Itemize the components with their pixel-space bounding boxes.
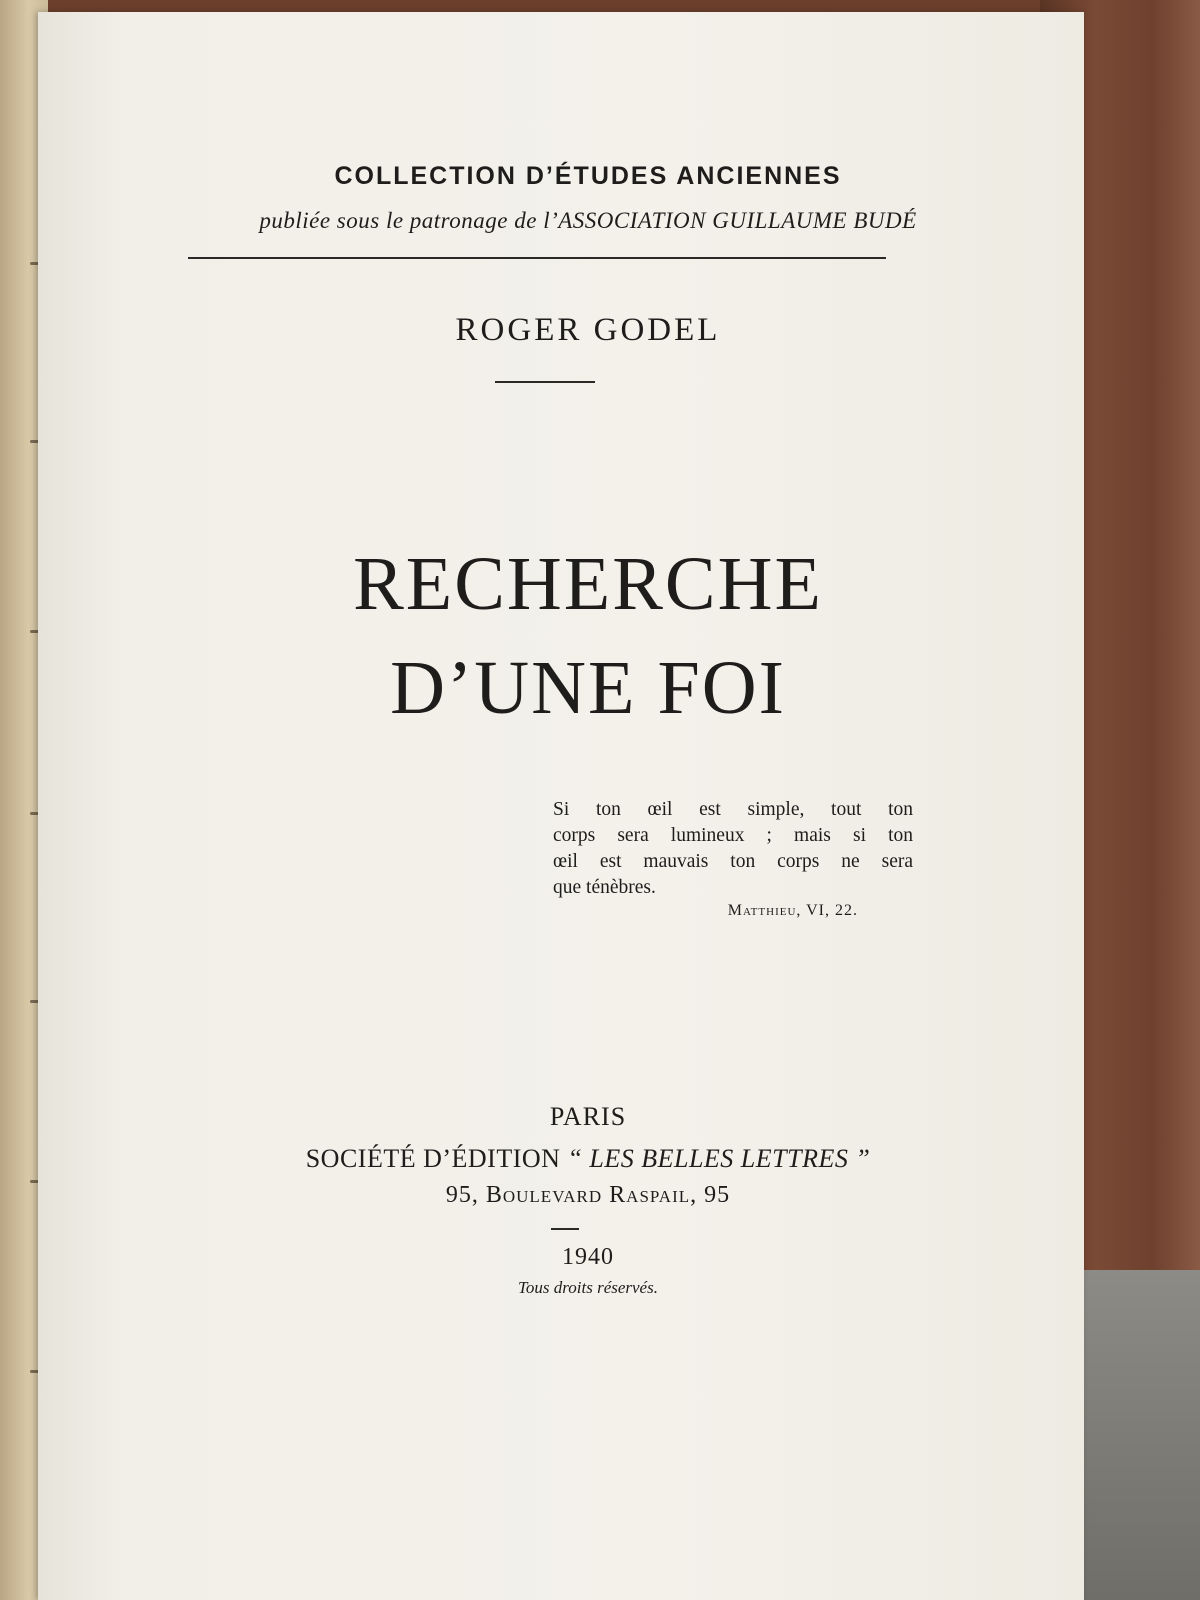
imprint-address: 95, Boulevard Raspail, 95 [445, 1182, 731, 1208]
rights-notice: Tous droits réservés. [518, 1278, 658, 1297]
tiny-rule [551, 1228, 579, 1230]
epigraph-line: Si ton œil est simple, tout ton [553, 799, 913, 820]
series-title: COLLECTION D’ÉTUDES ANCIENNES [334, 162, 842, 190]
book-title-line-2: D’UNE FOI [390, 646, 786, 730]
epigraph-line: corps sera lumineux ; mais si ton [553, 825, 913, 846]
epigraph-reference: Matthieu, VI, 22. [727, 902, 858, 919]
author-name: ROGER GODEL [455, 312, 721, 348]
epigraph [553, 797, 913, 901]
imprint-year: 1940 [562, 1244, 614, 1270]
book-title [188, 532, 988, 740]
divider-rule [188, 257, 886, 259]
book-title-line-1: RECHERCHE [353, 542, 823, 626]
publisher-name: “ LES BELLES LETTRES ” [567, 1144, 871, 1173]
series-subtitle: publiée sous le patronage de l’ASSOCIATION GUILLAUME BUDÉ [259, 208, 917, 233]
epigraph-line: œil est mauvais ton corps ne sera [553, 851, 913, 872]
epigraph-line: que ténèbres. [553, 877, 656, 898]
publisher-prefix: SOCIÉTÉ D’ÉDITION [305, 1144, 568, 1173]
title-page [38, 12, 1084, 1600]
imprint-city: PARIS [549, 1102, 627, 1131]
short-rule [495, 381, 595, 383]
imprint-publisher [188, 1144, 988, 1174]
